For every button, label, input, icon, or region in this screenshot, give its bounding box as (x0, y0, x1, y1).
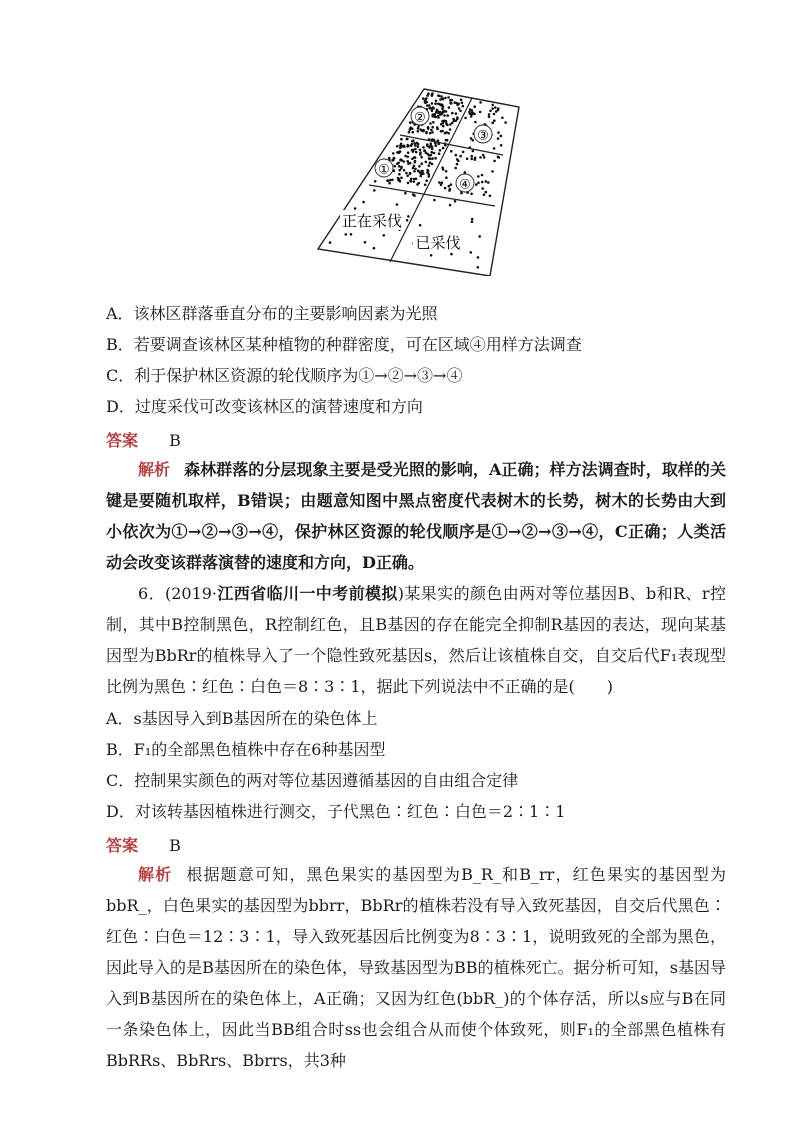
tree-dot (412, 139, 415, 142)
tree-dot (433, 152, 436, 155)
tree-dot (413, 156, 416, 159)
tree-dot (428, 154, 431, 157)
tree-dot (455, 154, 458, 157)
tree-dot (451, 112, 454, 115)
tree-dot (424, 184, 427, 187)
tree-dot (362, 201, 365, 204)
analysis-text: 根据题意可知，黑色果实的基因型为B_R_和B_rr，红色果实的基因型为bbR_，白色果实的基因型为bbrr，BbRr的植株若没有导入致死基因，自交后代黑色∶红色∶白色＝12∶3∶1，导入致死基因后比例变为8∶3∶1，说明致死的全部为黑色，因此导入的是B基因所在的染色体，导致基因型为BB的植株死亡。据分析可知，s基因导入到B基因所在的染色体上，A正确；又因为红色(bbR_)的个体存活，所以s应与B在同一条染色体上，因此当BB组合时ss也会组合从而使个体致死，则F₁的全部黑色植株有BbRRs、BbRrs、Bbrrs，共3种 (106, 865, 726, 1070)
tree-dot (422, 97, 425, 100)
tree-dot (427, 127, 430, 130)
tree-dot (426, 94, 429, 97)
q6-answer (106, 833, 181, 856)
tree-dot (471, 109, 474, 112)
tree-dot (429, 158, 432, 161)
tree-dot (475, 183, 478, 186)
tree-dot (442, 122, 445, 125)
tree-dot (409, 121, 412, 124)
tree-dot (491, 104, 494, 107)
tree-dot (391, 159, 394, 162)
tree-dot (483, 193, 486, 196)
tree-dot (403, 145, 406, 148)
region-4-label: ④ (459, 177, 471, 193)
tree-dot (479, 101, 482, 104)
tree-dot (406, 138, 409, 141)
tree-dot (415, 151, 418, 154)
tree-dot (442, 125, 445, 128)
tree-dot (443, 120, 446, 123)
analysis-label: 解析 (138, 460, 171, 479)
cut-label: 已采伐 (415, 234, 461, 252)
tree-dot (419, 149, 422, 152)
region-2-label: ② (414, 110, 426, 126)
tree-dot (455, 120, 458, 123)
tree-dot (446, 114, 449, 117)
tree-dot (419, 128, 422, 131)
tree-dot (482, 154, 485, 157)
tree-dot (466, 157, 469, 160)
tree-dot (406, 219, 409, 222)
tree-dot (433, 115, 436, 118)
tree-dot (462, 105, 465, 108)
tree-dot (429, 122, 432, 125)
tree-dot (471, 220, 474, 223)
tree-dot (491, 170, 494, 173)
tree-dot (449, 99, 452, 102)
tree-dot (431, 110, 434, 113)
tree-dot (446, 124, 449, 127)
q5-option-a: A．该林区群落垂直分布的主要影响因素为光照 (106, 304, 438, 323)
tree-dot (481, 181, 484, 184)
tree-dot (454, 167, 457, 170)
tree-dot (501, 117, 504, 120)
tree-dot (410, 180, 413, 183)
tree-dot (419, 153, 422, 156)
tree-dot (410, 178, 413, 181)
tree-dot (491, 122, 494, 125)
tree-dot (456, 163, 459, 166)
tree-dot (459, 110, 462, 113)
tree-dot (448, 189, 451, 192)
tree-dot (493, 113, 496, 116)
tree-dot (494, 106, 497, 109)
cutting-label: 正在采伐 (341, 212, 403, 230)
tree-dot (417, 130, 420, 133)
tree-dot (407, 215, 410, 218)
tree-dot (442, 105, 445, 108)
tree-dot (422, 146, 425, 149)
q6-analysis (106, 859, 726, 1076)
tree-dot (429, 132, 432, 135)
tree-dot (458, 107, 461, 110)
tree-dot (410, 144, 413, 147)
tree-dot (468, 111, 471, 114)
tree-dot (444, 187, 447, 190)
q6-option-a: A．s基因导入到B基因所在的染色体上 (106, 709, 378, 728)
tree-dot (428, 173, 431, 176)
tree-dot (431, 148, 434, 151)
tree-dot (504, 121, 507, 124)
tree-dot (483, 156, 486, 159)
tree-dot (454, 200, 457, 203)
tree-dot (448, 185, 451, 188)
tree-dot (426, 145, 429, 148)
tree-dot (434, 102, 437, 105)
tree-dot (373, 247, 376, 250)
tree-dot (464, 171, 467, 174)
tree-dot (461, 102, 464, 105)
tree-dot (389, 179, 392, 182)
tree-dot (400, 138, 403, 141)
region-1-label: ① (378, 162, 390, 178)
tree-dot (431, 126, 434, 129)
tree-dot (413, 180, 416, 183)
tree-dot (497, 131, 500, 134)
tree-dot (432, 106, 435, 109)
tree-dot (414, 160, 417, 163)
tree-dot (455, 112, 458, 115)
answer-value: B (169, 431, 181, 450)
tree-dot (412, 193, 415, 196)
tree-dot (392, 152, 395, 155)
tree-dot (424, 100, 427, 103)
tree-dot (479, 111, 482, 114)
q5-answer (106, 428, 181, 451)
tree-dot (481, 174, 484, 177)
tree-dot (329, 241, 332, 244)
tree-dot (477, 266, 480, 269)
tree-dot (456, 116, 459, 119)
forest-plot-figure (312, 86, 524, 276)
tree-dot (472, 112, 475, 115)
tree-dot (383, 234, 386, 237)
tree-dot (398, 165, 401, 168)
tree-dot (441, 166, 444, 169)
tree-dot (422, 129, 425, 132)
tree-dot (373, 189, 376, 192)
tree-dot (436, 126, 439, 129)
tree-dot (440, 113, 443, 116)
tree-dot (497, 107, 500, 110)
tree-dot (413, 165, 416, 168)
tree-dot (449, 204, 452, 207)
tree-dot (497, 137, 500, 140)
tree-dot (485, 191, 488, 194)
q6-stem-prefix: 6．(2019· (138, 584, 218, 603)
tree-dot (386, 179, 389, 182)
tree-dot (477, 256, 480, 259)
tree-dot (431, 131, 434, 134)
tree-dot (421, 170, 424, 173)
tree-dot (430, 151, 433, 154)
tree-dot (462, 151, 465, 154)
q5-analysis (106, 454, 726, 578)
analysis-label: 解析 (138, 865, 173, 884)
answer-label: 答案 (106, 836, 139, 855)
tree-dot (478, 235, 481, 238)
tree-dot (396, 203, 399, 206)
tree-dot (460, 98, 463, 101)
tree-dot (489, 110, 492, 113)
answer-label: 答案 (106, 431, 139, 450)
tree-dot (447, 96, 450, 99)
tree-dot (407, 151, 410, 154)
tree-dot (445, 131, 448, 134)
region-3-label: ③ (477, 128, 489, 144)
tree-dot (413, 170, 416, 173)
tree-dot (435, 144, 438, 147)
tree-dot (430, 254, 433, 257)
tree-dot (437, 115, 440, 118)
tree-dot (434, 157, 437, 160)
tree-dot (450, 102, 453, 105)
q6-stem-rest: )某果实的颜色由两对等位基因B、b和R、r控制，其中B控制黑色，R控制红色，且B基因的存在能完全抑制R基因的表达，现向某基因型为BbRr的植株导入了一个隐性致死基因s，然后让该植株自交，自交后代F₁表现型比例为黑色∶红色∶白色＝8∶3∶1，据此下列说法中不正确的是( ) (106, 584, 726, 696)
analysis-text: 森林群落的分层现象主要是受光照的影响，A正确；样方法调查时，取样的关键是要随机取样，B错误；由题意知图中黑点密度代表树木的长势，树木的长势由大到小依次为①→②→③→④，保护林区资源的轮伐顺序是①→②→③→④，C正确；人类活动会改变该群落演替的速度和方向，D正确。 (106, 460, 726, 572)
tree-dot (479, 156, 482, 159)
tree-dot (449, 123, 452, 126)
tree-dot (493, 160, 496, 163)
tree-dot (412, 167, 415, 170)
tree-dot (446, 139, 449, 142)
tree-dot (444, 97, 447, 100)
tree-dot (420, 162, 423, 165)
tree-dot (433, 199, 436, 202)
tree-dot (493, 147, 496, 150)
tree-dot (450, 253, 453, 256)
tree-dot (435, 100, 438, 103)
tree-dot (413, 142, 416, 145)
tree-dot (489, 195, 492, 198)
tree-dot (500, 135, 503, 138)
tree-dot (438, 181, 441, 184)
tree-dot (448, 106, 451, 109)
tree-dot (431, 157, 434, 160)
tree-dot (472, 150, 475, 153)
tree-dot (425, 161, 428, 164)
tree-dot (364, 241, 367, 244)
q6-option-b: B．F₁的全部黑色植株中存在6种基因型 (106, 740, 386, 759)
tree-dot (426, 104, 429, 107)
tree-dot (406, 160, 409, 163)
tree-dot (470, 193, 473, 196)
tree-dot (471, 218, 474, 221)
tree-dot (399, 159, 402, 162)
tree-dot (407, 182, 410, 185)
tree-dot (406, 144, 409, 147)
tree-dot (425, 132, 428, 135)
tree-dot (398, 173, 401, 176)
tree-dot (429, 161, 432, 164)
tree-dot (400, 167, 403, 170)
tree-dot (470, 115, 473, 118)
tree-dot (445, 170, 448, 173)
tree-dot (426, 169, 429, 172)
tree-dot (403, 169, 406, 172)
tree-dot (404, 155, 407, 158)
tree-dot (399, 180, 402, 183)
tree-dot (438, 95, 441, 98)
tree-dot (431, 92, 434, 95)
tree-dot (477, 182, 480, 185)
tree-dot (400, 177, 403, 180)
q5-option-b: B．若要调查该林区某种植物的种群密度，可在区域④用样方法调查 (106, 335, 582, 354)
tree-dot (420, 156, 423, 159)
tree-dot (429, 107, 432, 110)
forest-plot-diagram (312, 86, 524, 276)
tree-dot (397, 162, 400, 165)
tree-dot (488, 113, 491, 116)
q6-option-c: C．控制果实颜色的两对等位基因遵循基因的自由组合定律 (106, 771, 519, 790)
tree-dot (396, 151, 399, 154)
tree-dot (437, 103, 440, 106)
tree-dot (440, 130, 443, 133)
tree-dot (493, 119, 496, 122)
tree-dot (474, 121, 477, 124)
tree-dot (477, 175, 480, 178)
tree-dot (408, 131, 411, 134)
q6-stem-source: 江西省临川一中考前模拟 (217, 584, 398, 603)
tree-dot (405, 172, 408, 175)
tree-dot (473, 105, 476, 108)
tree-dot (417, 143, 420, 146)
tree-dot (394, 165, 397, 168)
tree-dot (449, 128, 452, 131)
tree-dot (345, 233, 348, 236)
tree-dot (437, 111, 440, 114)
tree-dot (428, 164, 431, 167)
tree-dot (438, 152, 441, 155)
answer-value: B (169, 836, 181, 855)
tree-dot (439, 149, 442, 152)
tree-dot (418, 182, 421, 185)
tree-dot (417, 145, 420, 148)
tree-dot (450, 183, 453, 186)
tree-dot (409, 162, 412, 165)
tree-dot (413, 178, 416, 181)
tree-dot (442, 147, 445, 150)
tree-dot (401, 145, 404, 148)
tree-dot (423, 150, 426, 153)
tree-dot (488, 116, 491, 119)
tree-dot (429, 144, 432, 147)
q5-option-c: C．利于保护林区资源的轮伐顺序为①→②→③→④ (106, 366, 463, 385)
tree-dot (464, 117, 467, 120)
tree-dot (450, 150, 453, 153)
tree-dot (414, 168, 417, 171)
tree-dot (456, 158, 459, 161)
tree-dot (411, 127, 414, 130)
tree-dot (404, 192, 407, 195)
tree-dot (443, 110, 446, 113)
tree-dot (445, 176, 448, 179)
tree-dot (470, 137, 473, 140)
tree-dot (456, 104, 459, 107)
tree-dot (409, 172, 412, 175)
tree-dot (491, 107, 494, 110)
tree-dot (440, 184, 443, 187)
tree-dot (419, 224, 422, 227)
tree-dot (487, 181, 490, 184)
tree-dot (403, 160, 406, 163)
tree-dot (406, 175, 409, 178)
tree-dot (374, 180, 377, 183)
tree-dot (431, 102, 434, 105)
plot-divider-h2 (369, 185, 495, 206)
tree-dot (474, 157, 477, 160)
tree-dot (412, 131, 415, 134)
tree-dot (350, 233, 353, 236)
tree-dot (459, 155, 462, 158)
tree-dot (425, 179, 428, 182)
tree-dot (400, 143, 403, 146)
tree-dot (432, 121, 435, 124)
q6-option-d: D．对该转基因植株进行测交，子代黑色∶红色∶白色＝2∶1∶1 (106, 802, 566, 821)
tree-dot (412, 150, 415, 153)
tree-dot (470, 155, 473, 158)
tree-dot (431, 138, 434, 141)
q5-option-d: D．过度采伐可改变该林区的演替速度和方向 (106, 397, 423, 416)
tree-dot (399, 150, 402, 153)
tree-dot (436, 109, 439, 112)
tree-dot (485, 180, 488, 183)
tree-dot (443, 114, 446, 117)
q6-stem (106, 578, 726, 702)
tree-dot (430, 129, 433, 132)
tree-dot (407, 156, 410, 159)
tree-dot (425, 97, 428, 100)
tree-dot (419, 172, 422, 175)
tree-dot (495, 110, 498, 113)
tree-dot (500, 144, 503, 147)
tree-dot (440, 95, 443, 98)
tree-dot (418, 165, 421, 168)
tree-dot (498, 156, 501, 159)
tree-dot (388, 182, 391, 185)
tree-dot (470, 251, 473, 254)
tree-dot (354, 207, 357, 210)
tree-dot (470, 158, 473, 161)
tree-dot (481, 187, 484, 190)
tree-dot (396, 145, 399, 148)
tree-dot (441, 98, 444, 101)
